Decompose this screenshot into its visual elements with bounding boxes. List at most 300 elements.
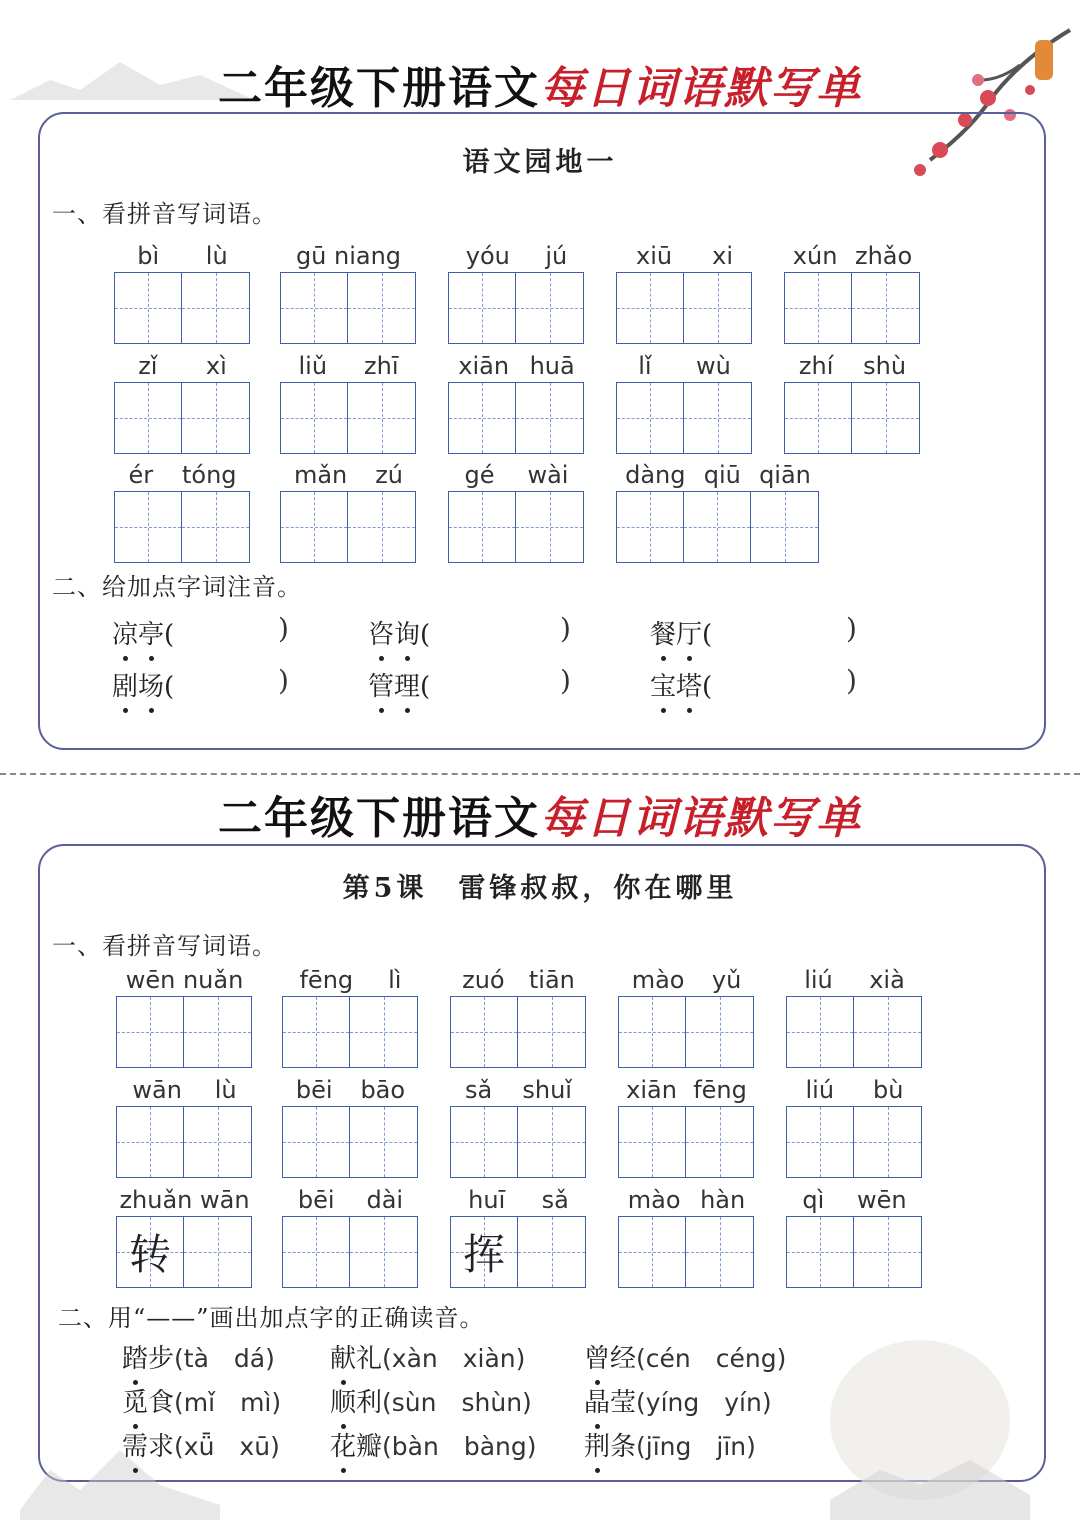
tianzige-box[interactable]: [852, 383, 919, 453]
tianzige-box[interactable]: [787, 1217, 854, 1287]
tianzige-box[interactable]: [117, 997, 184, 1067]
annotation-item: [368, 614, 430, 651]
dotted-character: 餐: [650, 614, 676, 651]
word-cell: [450, 1070, 587, 1178]
pinyin-syllable: sǎ: [541, 1186, 569, 1214]
tianzige-box[interactable]: [283, 1217, 350, 1287]
tianzige-box[interactable]: [751, 492, 818, 562]
tianzige-box[interactable]: [787, 1107, 854, 1177]
tianzige-box[interactable]: [854, 1107, 921, 1177]
written-character: [617, 492, 683, 562]
pinyin-syllable: zú: [375, 461, 404, 489]
section-1-heading: 一、看拼音写词语。: [52, 932, 277, 960]
writing-grid[interactable]: [116, 996, 252, 1068]
written-character: [184, 1217, 251, 1287]
pinyin-syllable: xi: [712, 242, 733, 270]
written-character: [281, 273, 347, 343]
pinyin-syllable: lì: [388, 966, 402, 994]
writing-grid[interactable]: [280, 382, 416, 454]
reading-choice-item[interactable]: [584, 1338, 786, 1375]
written-character: [117, 1107, 183, 1177]
pinyin-syllable: mào: [627, 1186, 681, 1214]
dotted-character: 理: [394, 666, 420, 703]
tianzige-box[interactable]: [350, 1107, 417, 1177]
word-cell: [786, 1180, 923, 1288]
reading-choice-item[interactable]: [330, 1426, 536, 1463]
tianzige-box[interactable]: [686, 1107, 753, 1177]
open-paren: (: [420, 672, 431, 702]
word-cell: [448, 236, 585, 344]
writing-grid[interactable]: [282, 1106, 418, 1178]
written-character: [516, 383, 583, 453]
pinyin-syllable: lǐ: [638, 352, 652, 380]
open-paren: (: [702, 620, 713, 650]
written-character: [451, 997, 517, 1067]
writing-grid[interactable]: [616, 382, 752, 454]
word-cell: [282, 1180, 419, 1288]
writing-grid[interactable]: [786, 1106, 922, 1178]
pinyin-label: [450, 1070, 587, 1104]
pinyin-syllable: bù: [873, 1076, 904, 1104]
tianzige-box[interactable]: [184, 997, 251, 1067]
reading-choice-item[interactable]: [122, 1426, 280, 1463]
pinyin-syllable: qiān: [759, 461, 811, 489]
pinyin-label: [280, 346, 417, 380]
written-character: [854, 997, 921, 1067]
pinyin-syllable: yóu: [465, 242, 510, 270]
written-character: [518, 1217, 585, 1287]
writing-grid[interactable]: [450, 996, 586, 1068]
pinyin-syllable: mǎn: [293, 461, 348, 489]
word-cell: [786, 1070, 923, 1178]
pinyin-options[interactable]: (sùn shùn): [382, 1388, 532, 1417]
tianzige-box[interactable]: [451, 1107, 518, 1177]
word-cell: [786, 960, 923, 1068]
tianzige-box[interactable]: [619, 1217, 686, 1287]
word-cell: [450, 1180, 587, 1288]
tianzige-box[interactable]: [350, 1217, 417, 1287]
tianzige-box[interactable]: [182, 273, 249, 343]
writing-grid[interactable]: [114, 382, 250, 454]
written-character: [518, 1107, 585, 1177]
tianzige-box[interactable]: [686, 997, 753, 1067]
pinyin-options[interactable]: (tà dá): [174, 1344, 275, 1373]
word-character: 曾: [584, 1338, 610, 1375]
word-cell: [616, 236, 753, 344]
pinyin-label: [784, 236, 921, 270]
tianzige-box[interactable]: [785, 383, 852, 453]
writing-grid[interactable]: [450, 1216, 586, 1288]
written-character: [684, 383, 751, 453]
word-character: 需: [122, 1426, 148, 1463]
writing-grid[interactable]: [114, 272, 250, 344]
word-character: 瓣: [356, 1432, 383, 1462]
word-cell: [114, 455, 251, 563]
tianzige-box[interactable]: [617, 273, 684, 343]
word-cell: [618, 1070, 755, 1178]
dotted-character: 宝: [650, 666, 676, 703]
tianzige-box[interactable]: [449, 273, 516, 343]
word-cell: [784, 346, 921, 454]
pinyin-syllable: fēng: [299, 966, 354, 994]
pinyin-options[interactable]: (bàn bàng): [382, 1432, 537, 1461]
writing-grid[interactable]: [114, 491, 250, 563]
written-character: [283, 997, 349, 1067]
written-character: [516, 273, 583, 343]
pinyin-syllable: fēng: [693, 1076, 747, 1104]
word-cell: [282, 1070, 419, 1178]
written-character: [684, 273, 751, 343]
open-paren: (: [420, 620, 431, 650]
written-character: [350, 1107, 417, 1177]
pinyin-syllable: huā: [529, 352, 575, 380]
answer-blank-close[interactable]: ): [560, 612, 571, 645]
page-title: [0, 782, 1080, 846]
pinyin-label: [116, 960, 253, 994]
word-character: 晶: [584, 1382, 610, 1419]
title-red: 每日词语默写单: [540, 63, 862, 114]
tianzige-box[interactable]: [518, 997, 585, 1067]
tianzige-box[interactable]: [619, 1107, 686, 1177]
word-cell: [618, 960, 755, 1068]
tianzige-box[interactable]: [451, 1217, 518, 1287]
tianzige-box[interactable]: [348, 492, 415, 562]
annotation-item: [112, 614, 174, 651]
answer-blank-close[interactable]: ): [278, 612, 289, 645]
pinyin-syllable: yǔ: [711, 966, 742, 994]
written-character: [281, 492, 347, 562]
pinyin-syllable: wēn: [857, 1186, 907, 1214]
answer-blank-close[interactable]: ): [846, 612, 857, 645]
written-character: [281, 383, 347, 453]
annotation-item: [368, 666, 430, 703]
word-cell: [282, 960, 419, 1068]
pinyin-label: [618, 1070, 755, 1104]
written-character: [449, 492, 515, 562]
writing-grid[interactable]: [784, 382, 920, 454]
tianzige-box[interactable]: [449, 383, 516, 453]
word-character: 觅: [122, 1382, 148, 1419]
pinyin-syllable: liú: [805, 1076, 835, 1104]
pinyin-syllable: bāo: [360, 1076, 406, 1104]
pinyin-options[interactable]: (mǐ mì): [174, 1388, 282, 1417]
pinyin-syllable: dàng: [625, 461, 686, 489]
pinyin-label: [616, 236, 753, 270]
tianzige-box[interactable]: [852, 273, 919, 343]
answer-blank-close[interactable]: ): [560, 664, 571, 697]
writing-grid[interactable]: [116, 1216, 252, 1288]
pinyin-label: [448, 455, 585, 489]
pinyin-syllable: xiān: [458, 352, 510, 380]
writing-grid[interactable]: [616, 491, 819, 563]
written-character: [785, 383, 851, 453]
writing-grid[interactable]: [616, 272, 752, 344]
word-cell: [116, 960, 253, 1068]
dotted-character: 询: [394, 614, 420, 651]
written-character: [787, 997, 853, 1067]
open-paren: (: [702, 672, 713, 702]
pinyin-syllable: zuó: [462, 966, 505, 994]
pinyin-syllable: shuǐ: [522, 1076, 572, 1104]
tianzige-box[interactable]: [516, 383, 583, 453]
written-character: [785, 273, 851, 343]
written-character: [348, 383, 415, 453]
written-character: [617, 383, 683, 453]
dotted-character: 咨: [368, 614, 394, 651]
tianzige-box[interactable]: [350, 997, 417, 1067]
writing-grid[interactable]: [784, 272, 920, 344]
reading-choice-item[interactable]: [330, 1338, 525, 1375]
lesson-title: 第5课 雷锋叔叔，你在哪里: [342, 873, 738, 904]
writing-grid[interactable]: [280, 272, 416, 344]
tianzige-box[interactable]: [281, 492, 348, 562]
written-character: [619, 1107, 685, 1177]
tianzige-box[interactable]: [115, 273, 182, 343]
pinyin-options[interactable]: (jīng jīn): [636, 1432, 756, 1461]
pinyin-label: [282, 1070, 419, 1104]
pinyin-syllable: wēn nuǎn: [125, 966, 244, 994]
pinyin-label: [784, 346, 921, 380]
pinyin-syllable: gé: [464, 461, 495, 489]
written-character: [686, 1217, 753, 1287]
scholar-painting-decoration: [790, 1270, 1040, 1520]
written-character: [854, 1107, 921, 1177]
tianzige-box[interactable]: [184, 1107, 251, 1177]
writing-grid[interactable]: [618, 1106, 754, 1178]
pinyin-label: [280, 455, 417, 489]
tianzige-box[interactable]: [516, 492, 583, 562]
tianzige-box[interactable]: [617, 383, 684, 453]
tianzige-box[interactable]: [787, 997, 854, 1067]
pinyin-syllable: zhǎo: [854, 242, 913, 270]
pinyin-label: [618, 960, 755, 994]
written-character: [283, 1107, 349, 1177]
tianzige-box[interactable]: [785, 273, 852, 343]
pinyin-label: [786, 960, 923, 994]
written-character: [449, 383, 515, 453]
pinyin-syllable: tóng: [182, 461, 237, 489]
tianzige-box[interactable]: [854, 997, 921, 1067]
writing-grid[interactable]: [448, 272, 584, 344]
written-character: [449, 273, 515, 343]
pinyin-syllable: lù: [214, 1076, 237, 1104]
pinyin-options[interactable]: (xǖ xū): [174, 1432, 280, 1461]
pinyin-label: [280, 236, 417, 270]
tianzige-box[interactable]: [283, 1107, 350, 1177]
pinyin-syllable: bì: [137, 242, 160, 270]
written-character: [184, 997, 251, 1067]
pinyin-label: [116, 1180, 253, 1214]
written-character: [283, 1217, 349, 1287]
reading-choice-item[interactable]: [122, 1338, 275, 1375]
lesson-title: 语文园地一: [462, 147, 618, 178]
pinyin-syllable: bēi: [295, 1076, 333, 1104]
written-character: [854, 1217, 921, 1287]
dotted-character: 亭: [138, 614, 164, 651]
written-character: [516, 492, 583, 562]
dotted-character: 厅: [676, 614, 702, 651]
pinyin-label: [114, 455, 251, 489]
annotation-item: [650, 666, 712, 703]
writing-grid[interactable]: [450, 1106, 586, 1178]
pinyin-syllable: xià: [869, 966, 905, 994]
reading-choice-item[interactable]: [584, 1382, 772, 1419]
tianzige-box[interactable]: [115, 383, 182, 453]
tianzige-box[interactable]: [348, 273, 415, 343]
answer-blank-close[interactable]: ): [846, 664, 857, 697]
pinyin-syllable: huī: [468, 1186, 506, 1214]
word-character: 求: [148, 1432, 175, 1462]
writing-grid[interactable]: [786, 996, 922, 1068]
word-cell: [784, 236, 921, 344]
word-character: 踏: [122, 1338, 148, 1375]
written-character: [182, 383, 249, 453]
written-character: [350, 1217, 417, 1287]
pinyin-syllable: bēi: [297, 1186, 335, 1214]
pinyin-syllable: wài: [527, 461, 569, 489]
writing-grid[interactable]: [618, 996, 754, 1068]
open-paren: (: [164, 620, 175, 650]
word-cell: [280, 455, 417, 563]
word-cell: [618, 1180, 755, 1288]
pinyin-label: [114, 346, 251, 380]
writing-grid[interactable]: [786, 1216, 922, 1288]
writing-grid[interactable]: [448, 491, 584, 563]
pinyin-syllable: sǎ: [465, 1076, 493, 1104]
writing-grid[interactable]: [280, 491, 416, 563]
written-character: [350, 997, 417, 1067]
writing-grid[interactable]: [618, 1216, 754, 1288]
word-character: 荆: [584, 1426, 610, 1463]
open-paren: (: [164, 672, 175, 702]
tianzige-box[interactable]: [117, 1107, 184, 1177]
pinyin-label: [116, 1070, 253, 1104]
written-character: [115, 273, 181, 343]
word-character: 食: [148, 1388, 175, 1418]
pinyin-syllable: ér: [128, 461, 154, 489]
word-cell: [280, 236, 417, 344]
tianzige-box[interactable]: [518, 1107, 585, 1177]
title-black: 二年级下册语文: [218, 63, 540, 114]
tianzige-box[interactable]: [516, 273, 583, 343]
tianzige-box[interactable]: [182, 492, 249, 562]
dotted-character: 管: [368, 666, 394, 703]
pinyin-syllable: xì: [205, 352, 227, 380]
tianzige-box[interactable]: [115, 492, 182, 562]
pinyin-label: [448, 346, 585, 380]
tianzige-box[interactable]: [281, 273, 348, 343]
pinyin-label: [786, 1180, 923, 1214]
dotted-character: 场: [138, 666, 164, 703]
pinyin-syllable: jú: [545, 242, 568, 270]
tianzige-box[interactable]: [684, 273, 751, 343]
pinyin-syllable: zǐ: [138, 352, 158, 380]
pinyin-syllable: zhī: [364, 352, 399, 380]
tianzige-box[interactable]: [348, 383, 415, 453]
pinyin-syllable: dài: [366, 1186, 404, 1214]
pinyin-syllable: wān: [132, 1076, 182, 1104]
pinyin-options[interactable]: (yíng yín): [636, 1388, 772, 1417]
section-2-heading: 二、给加点字词注音。: [52, 573, 302, 601]
word-cell: [116, 1070, 253, 1178]
pinyin-syllable: qì: [802, 1186, 825, 1214]
pinyin-syllable: wù: [695, 352, 731, 380]
answer-blank-close[interactable]: ): [278, 664, 289, 697]
word-cell: [114, 236, 251, 344]
written-character: [686, 1107, 753, 1177]
tianzige-box[interactable]: [684, 492, 751, 562]
written-character: [115, 492, 181, 562]
tianzige-box[interactable]: [117, 1217, 184, 1287]
tianzige-box[interactable]: [854, 1217, 921, 1287]
pinyin-syllable: hàn: [700, 1186, 746, 1214]
tianzige-box[interactable]: [617, 492, 684, 562]
word-cell: [448, 346, 585, 454]
writing-grid[interactable]: [448, 382, 584, 454]
pinyin-label: [786, 1070, 923, 1104]
tianzige-box[interactable]: [684, 383, 751, 453]
pinyin-syllable: xiū: [636, 242, 673, 270]
pinyin-syllable: liǔ: [298, 352, 328, 380]
pinyin-label: [616, 455, 820, 489]
pinyin-label: [616, 346, 753, 380]
tianzige-box[interactable]: [182, 383, 249, 453]
written-character: [348, 273, 415, 343]
written-character: [787, 1217, 853, 1287]
tianzige-box[interactable]: [518, 1217, 585, 1287]
writing-grid[interactable]: [282, 996, 418, 1068]
tianzige-box[interactable]: [451, 997, 518, 1067]
word-character: 条: [610, 1432, 637, 1462]
pinyin-options[interactable]: (cén céng): [636, 1344, 787, 1373]
tianzige-box[interactable]: [283, 997, 350, 1067]
tianzige-box[interactable]: [281, 383, 348, 453]
word-cell: [114, 346, 251, 454]
pinyin-syllable: shù: [863, 352, 907, 380]
written-character: [852, 273, 919, 343]
reading-choice-item[interactable]: [584, 1426, 756, 1463]
pinyin-syllable: xiān: [626, 1076, 677, 1104]
writing-grid[interactable]: [282, 1216, 418, 1288]
word-cell: [280, 346, 417, 454]
pinyin-label: [448, 236, 585, 270]
pinyin-label: [450, 960, 587, 994]
written-character: [115, 383, 181, 453]
pinyin-syllable: zhí: [798, 352, 834, 380]
pinyin-label: [618, 1180, 755, 1214]
written-character: [684, 492, 750, 562]
pinyin-options[interactable]: (xàn xiàn): [382, 1344, 526, 1373]
worksheet-2: [0, 770, 1080, 1526]
tianzige-box[interactable]: [619, 997, 686, 1067]
reading-choice-item[interactable]: [122, 1382, 281, 1419]
writing-grid[interactable]: [116, 1106, 252, 1178]
written-character: [348, 492, 415, 562]
tianzige-box[interactable]: [184, 1217, 251, 1287]
reading-choice-item[interactable]: [330, 1382, 532, 1419]
pinyin-label: [282, 960, 419, 994]
written-character: [518, 997, 585, 1067]
written-character: [182, 273, 249, 343]
written-character: [451, 1107, 517, 1177]
word-cell: [116, 1180, 253, 1288]
tianzige-box[interactable]: [449, 492, 516, 562]
worksheet-1: [0, 0, 1080, 760]
tianzige-box[interactable]: [686, 1217, 753, 1287]
written-character: [686, 997, 753, 1067]
word-character: 莹: [610, 1388, 637, 1418]
word-character: 顺: [330, 1382, 356, 1419]
